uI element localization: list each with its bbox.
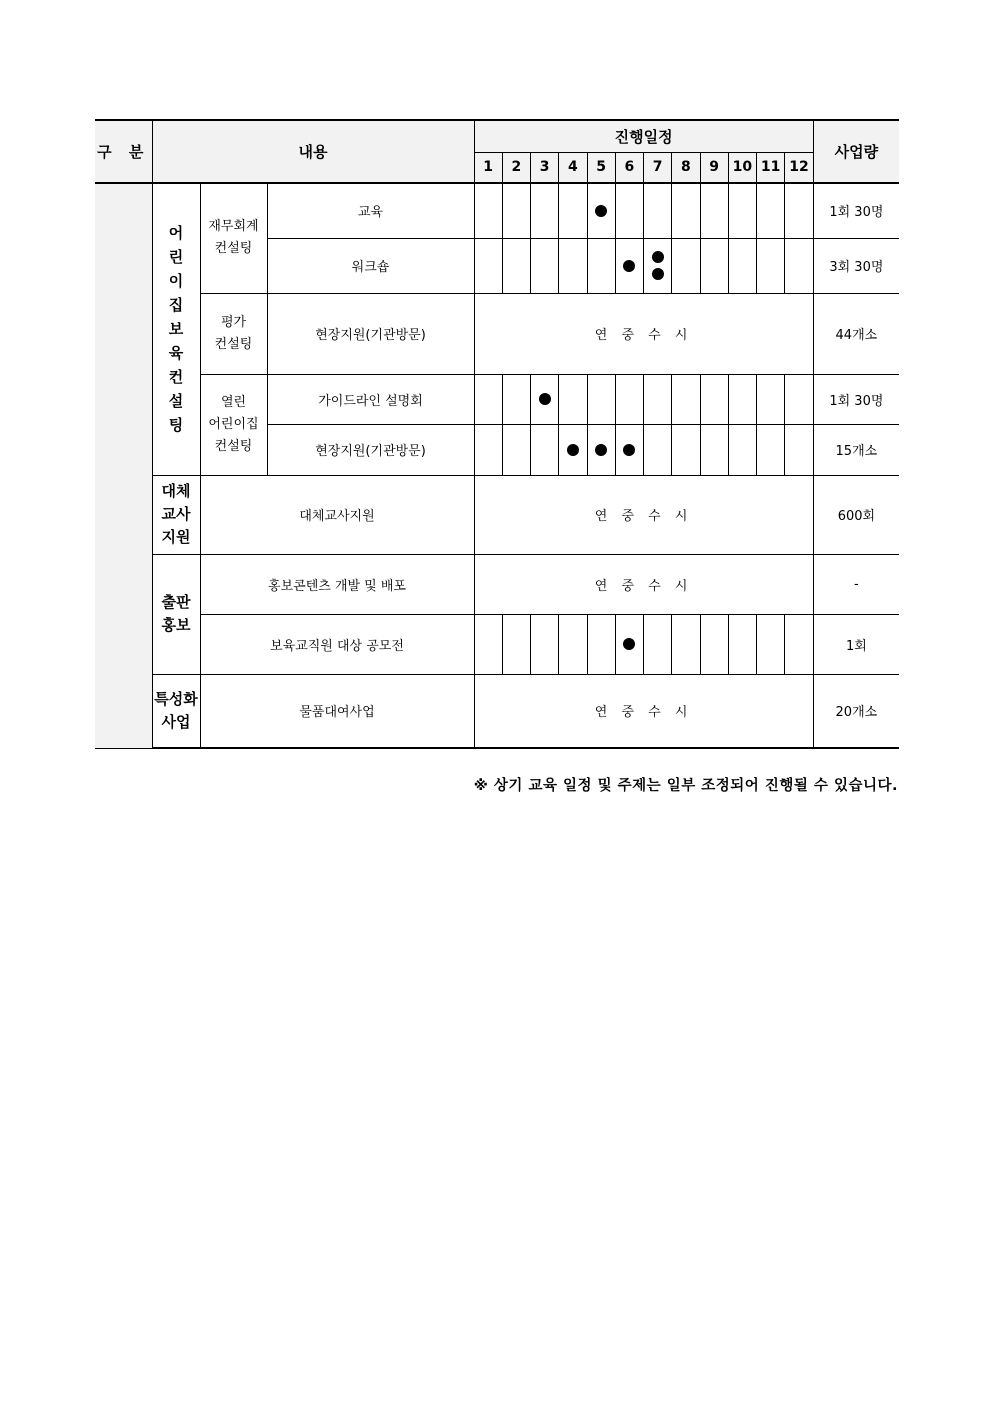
- schedule-dot: [595, 444, 607, 456]
- table-row: [95, 674, 899, 748]
- month-header: 12: [785, 152, 813, 183]
- table-row: [95, 183, 899, 238]
- schedule-dot: [652, 268, 664, 280]
- row-label: 가이드라인 설명회: [267, 374, 474, 424]
- table-row: [95, 374, 899, 424]
- month-header: 7: [644, 152, 672, 183]
- header-category: 구 분: [95, 120, 152, 183]
- month-header: 5: [587, 152, 615, 183]
- table-row: [95, 554, 899, 614]
- month-header: 3: [531, 152, 559, 183]
- schedule-dot: [567, 444, 579, 456]
- row-label: 대체교사지원: [200, 475, 474, 554]
- continuous-cell: 연 중 수 시: [474, 475, 813, 554]
- schedule-dot: [623, 444, 635, 456]
- group-publicity: 출판 홍보: [152, 554, 200, 674]
- month-header: 11: [757, 152, 785, 183]
- month-header: 8: [672, 152, 700, 183]
- month-header: 4: [559, 152, 587, 183]
- table-row: [95, 293, 899, 374]
- row-label: 교육: [267, 183, 474, 238]
- continuous-cell: 연 중 수 시: [474, 554, 813, 614]
- quantity-cell: 15개소: [813, 424, 899, 475]
- subgroup-finance: 재무회계 컨설팅: [200, 183, 267, 293]
- continuous-cell: 연 중 수 시: [474, 674, 813, 748]
- header-quantity: 사업량: [813, 120, 899, 183]
- month-header: 9: [700, 152, 728, 183]
- schedule-dot: [623, 638, 635, 650]
- table-row: [95, 614, 899, 674]
- quantity-cell: 20개소: [813, 674, 899, 748]
- schedule-table: [95, 119, 899, 749]
- month-header: 10: [728, 152, 756, 183]
- row-label: 현장지원(기관방문): [267, 424, 474, 475]
- row-label: 현장지원(기관방문): [267, 293, 474, 374]
- header-schedule: 진행일정: [474, 120, 813, 152]
- schedule-dot: [623, 260, 635, 272]
- month-header: 2: [502, 152, 530, 183]
- schedule-dot: [652, 251, 664, 263]
- month-header: 1: [474, 152, 502, 183]
- quantity-cell: 44개소: [813, 293, 899, 374]
- quantity-cell: 1회: [813, 614, 899, 674]
- schedule-dot: [539, 393, 551, 405]
- continuous-cell: 연 중 수 시: [474, 293, 813, 374]
- group-consulting: 어 린 이 집 보 육 컨 설 팅: [152, 183, 200, 475]
- subgroup-evaluation: 평가 컨설팅: [200, 293, 267, 374]
- category-blank-cell: [95, 183, 152, 748]
- group-special: 특성화 사업: [152, 674, 200, 748]
- row-label: 물품대여사업: [200, 674, 474, 748]
- quantity-cell: 3회 30명: [813, 238, 899, 293]
- schedule-note: ※ 상기 교육 일정 및 주제는 일부 조정되어 진행될 수 있습니다.: [473, 778, 898, 794]
- table-row: [95, 475, 899, 554]
- header-content: 내용: [152, 120, 474, 183]
- row-label: 워크숍: [267, 238, 474, 293]
- row-label: 보육교직원 대상 공모전: [200, 614, 474, 674]
- quantity-cell: -: [813, 554, 899, 614]
- quantity-cell: 600회: [813, 475, 899, 554]
- subgroup-open-daycare: 열린 어린이집 컨설팅: [200, 374, 267, 475]
- quantity-cell: 1회 30명: [813, 374, 899, 424]
- quantity-cell: 1회 30명: [813, 183, 899, 238]
- month-header: 6: [615, 152, 643, 183]
- group-substitute: 대체 교사 지원: [152, 475, 200, 554]
- schedule-dot: [595, 205, 607, 217]
- row-label: 홍보콘텐츠 개발 및 배포: [200, 554, 474, 614]
